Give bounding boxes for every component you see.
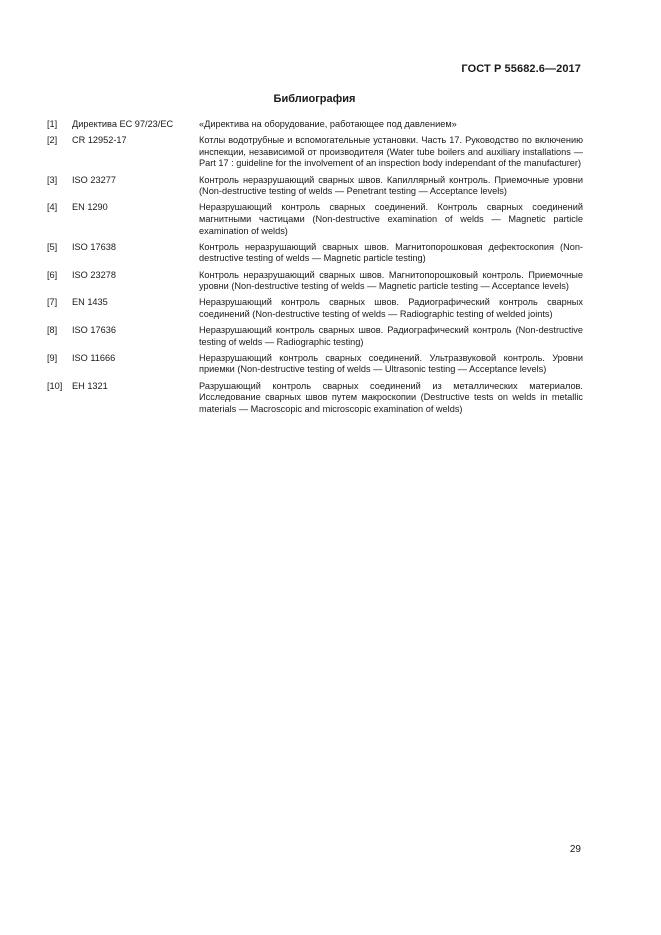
entry-code: ЕН 1321 xyxy=(72,380,108,391)
entry-code: CR 12952-17 xyxy=(72,135,127,146)
bibliography-entry xyxy=(47,202,583,237)
entry-code: ISO 11666 xyxy=(72,352,116,363)
entry-number: [9] xyxy=(47,352,58,363)
entry-code: ISO 23277 xyxy=(72,174,116,185)
entry-code: EN 1290 xyxy=(72,202,108,213)
entry-code: Директива ЕС 97/23/ЕС xyxy=(72,119,174,129)
entry-code: EN 1435 xyxy=(72,297,108,308)
entry-code: ISO 23278 xyxy=(72,269,116,280)
bibliography-entry xyxy=(47,381,583,416)
section-title: Библиография xyxy=(273,93,356,105)
entry-number: [6] xyxy=(47,269,58,280)
bibliography-entry xyxy=(47,175,583,198)
bibliography-entry xyxy=(47,119,583,131)
bibliography-entry xyxy=(47,135,583,170)
entry-number: [10] xyxy=(47,380,63,391)
bibliography-entry xyxy=(47,242,583,265)
entry-description: Котлы водотрубные и вспомогательные установки. Часть 17. Руководство по включению инспекции, независимой от производителя (Water tube boilers and auxiliary installations — Part 17 : guideline for the involvement of an inspection body independant of the manufacturer) xyxy=(199,135,583,169)
entry-number: [7] xyxy=(47,297,58,308)
document-code: ГОСТ Р 55682.6—2017 xyxy=(461,63,581,75)
entry-description: Контроль неразрушающий сварных швов. Капиллярный контроль. Приемочные уровни (Non-destructive testing of welds — Penetrant testing — Acceptance levels) xyxy=(199,174,583,197)
entry-description: Неразрушающий контроль сварных соединений. Контроль сварных соединений магнитными частицами (Non-destructive examination of welds — Magnetic particle examination of welds) xyxy=(199,202,583,236)
entry-description: Неразрушающий контроль сварных швов. Радиографический контроль сварных соединений (Non-destructive testing of welds — Radiographic testing of welded joints) xyxy=(199,297,583,319)
bibliography-entry xyxy=(47,325,583,348)
entry-number: [8] xyxy=(47,325,58,336)
page-number: 29 xyxy=(569,844,581,855)
entry-description: Неразрушающий контроль сварных швов. Радиографический контроль (Non-destructive testing of welds — Radiographic testing) xyxy=(199,325,583,347)
entry-description: Неразрушающий контроль сварных соединений. Ультразвуковой контроль. Уровни приемки (Non-destructive testing of welds — Ultrasonic testing — Acceptance levels) xyxy=(199,352,583,375)
bibliography-list xyxy=(47,119,583,420)
entry-number: [4] xyxy=(47,202,58,213)
entry-code: ISO 17638 xyxy=(72,241,116,252)
entry-number: [3] xyxy=(47,174,58,185)
bibliography-entry xyxy=(47,353,583,376)
entry-number: [5] xyxy=(47,241,58,252)
entry-description: Разрушающий контроль сварных соединений из металлических материалов. Исследование сварных швов путем макроскопии (Destructive tests on welds in metallic materials — Macroscopic and microscopic examination of welds) xyxy=(199,380,583,414)
entry-number: [1] xyxy=(47,119,58,129)
entry-description: «Директива на оборудование, работающее под давлением» xyxy=(199,119,457,129)
bibliography-entry xyxy=(47,270,583,293)
entry-code: ISO 17636 xyxy=(72,325,116,336)
entry-number: [2] xyxy=(47,135,58,146)
bibliography-entry xyxy=(47,297,583,320)
entry-description: Контроль неразрушающий сварных швов. Магнитопорошковая дефектоскопия (Non-destructive testing of welds — Magnetic particle testing) xyxy=(199,241,583,264)
entry-description: Контроль неразрушающий сварных швов. Магнитопорошковый контроль. Приемочные уровни (Non-destructive testing of welds — Magnetic particle testing — Acceptance levels) xyxy=(199,269,583,292)
